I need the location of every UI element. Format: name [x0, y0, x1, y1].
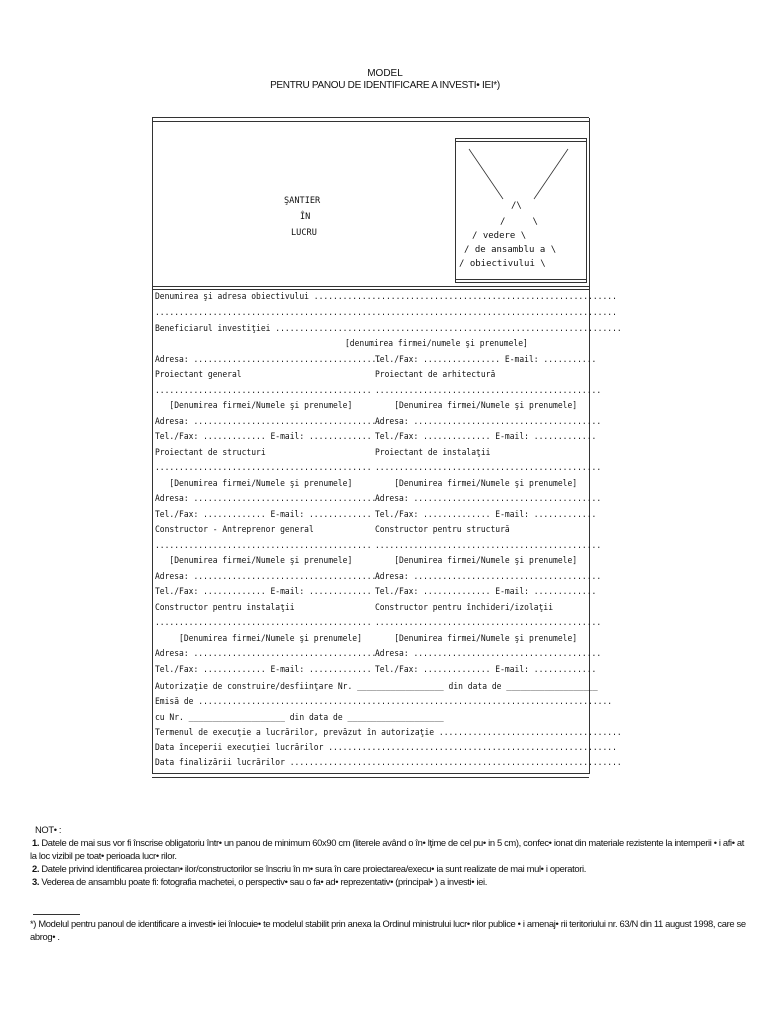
- panel-bottom-border: [152, 773, 589, 778]
- right-col-line: Adresa: .......................................: [375, 572, 602, 582]
- right-col-line: Adresa: .......................................: [375, 417, 602, 427]
- start-date-row: Data începerii execuţiei lucrărilor ............................................................: [155, 743, 617, 753]
- right-col-line: Tel./Fax: ................ E-mail: ...........: [375, 355, 597, 365]
- authorization-row: Autorizaţie de construire/desfiinţare Nr. __________________ din data de ___________________: [155, 682, 598, 692]
- diag-right: [534, 149, 568, 199]
- note-2-text: Datele privind identificarea proiectan• ilor/constructorilor se înscriu în m• sura în care proiectarea/execu• ia sunt realizate de mai mul• i operatori.: [39, 863, 586, 874]
- right-col-line: Tel./Fax: .............. E-mail: .............: [375, 587, 597, 597]
- right-col-line: ...............................................: [375, 541, 602, 551]
- santier-label: ŞANTIER: [284, 196, 321, 206]
- right-col-line: ...............................................: [375, 618, 602, 628]
- left-col-line: Proiectant de structuri: [155, 448, 266, 458]
- right-col-line: Adresa: .......................................: [375, 494, 602, 504]
- beneficiary-firm-hint: [denumirea firmei/numele şi prenumele]: [345, 339, 528, 349]
- left-col-line: .............................................: [155, 386, 372, 396]
- right-col-line: Proiectant de arhitectură: [375, 370, 496, 380]
- right-col-line: [Denumirea firmei/Numele şi prenumele]: [375, 479, 578, 489]
- right-col-line: ...............................................: [375, 463, 602, 473]
- left-col-line: [Denumirea firmei/Numele şi prenumele]: [155, 401, 353, 411]
- left-col-line: Proiectant general: [155, 370, 242, 380]
- note-1-text: Datele de mai sus vor fi înscrise obligatoriu într• un panou de minimum 60x90 cm (literele având o în• lţime de cel pu• in 5 cm), confec• ionat din materiale rezistente la intemperii • i afi• at la loc vizibil pe toat• perioada lucr• rilor.: [30, 837, 745, 861]
- page-subtitle: [0, 80, 770, 92]
- right-col-line: Tel./Fax: .............. E-mail: .............: [375, 665, 597, 675]
- execution-term-row: Termenul de execuţie a lucrărilor, prevăzut în autorizaţie ......................................: [155, 728, 622, 738]
- footnote-rule: [33, 914, 80, 915]
- panel-divider: [152, 286, 589, 290]
- left-col-line: Constructor - Antreprenor general: [155, 525, 314, 535]
- overview-image-box: [455, 138, 587, 283]
- lucru-label: LUCRU: [291, 228, 317, 238]
- note-2-number: 2.: [32, 863, 40, 874]
- page-title: MODEL: [367, 68, 403, 79]
- beneficiary-row: Beneficiarul investiţiei ........................................................................: [155, 324, 622, 334]
- object-name-row: Denumirea şi adresa obiectivului ...............................................................: [155, 292, 617, 302]
- view-line-2: / de ansamblu a \: [464, 245, 557, 255]
- note-3: [30, 875, 750, 888]
- note-3-number: 3.: [32, 876, 40, 887]
- left-col-line: Tel./Fax: ............. E-mail: .............: [155, 587, 372, 597]
- object-dots-row: ................................................................................................: [155, 308, 617, 318]
- right-col-line: ...............................................: [375, 386, 602, 396]
- right-col-line: Proiectant de instalaţii: [375, 448, 491, 458]
- apex-slash: /\: [511, 201, 522, 211]
- right-col-line: Constructor pentru structură: [375, 525, 510, 535]
- left-col-line: Adresa: .......................................: [155, 572, 382, 582]
- in-label: ÎN: [300, 212, 311, 222]
- note-2: [30, 862, 750, 875]
- left-col-line: Constructor pentru instalaţii: [155, 603, 295, 613]
- right-col-line: [Denumirea firmei/Numele şi prenumele]: [375, 634, 578, 644]
- right-col-line: Tel./Fax: .............. E-mail: .............: [375, 432, 597, 442]
- left-col-line: Tel./Fax: ............. E-mail: .............: [155, 432, 372, 442]
- panel-top-border: [152, 117, 589, 122]
- view-line-1: / vedere \: [472, 231, 527, 241]
- left-col-line: Tel./Fax: ............. E-mail: .............: [155, 665, 372, 675]
- notes-heading: NOT• :: [35, 824, 62, 835]
- page-subtitle-text: PENTRU PANOU DE IDENTIFICARE A INVESTI• IEI*): [270, 80, 500, 91]
- diag-left: [469, 149, 503, 199]
- left-col-line: .............................................: [155, 618, 372, 628]
- left-col-line: [Denumirea firmei/Numele şi prenumele]: [155, 634, 362, 644]
- number-date-row: cu Nr. ____________________ din data de ____________________: [155, 713, 444, 723]
- left-col-line: Adresa: .......................................: [155, 649, 382, 659]
- left-col-line: Tel./Fax: ............. E-mail: .............: [155, 510, 372, 520]
- right-col-line: [Denumirea firmei/Numele şi prenumele]: [375, 556, 578, 566]
- right-col-line: Adresa: .......................................: [375, 649, 602, 659]
- note-1-number: 1.: [32, 837, 40, 848]
- left-col-line: Adresa: .......................................: [155, 417, 382, 427]
- left-col-line: Adresa: .......................................: [155, 494, 382, 504]
- view-line-3: / obiectivului \: [459, 259, 546, 269]
- right-col-line: [Denumirea firmei/Numele şi prenumele]: [375, 401, 578, 411]
- left-col-line: [Denumirea firmei/Numele şi prenumele]: [155, 556, 353, 566]
- note-1: [30, 836, 750, 862]
- notes-section: [30, 823, 750, 888]
- right-col-line: Constructor pentru închideri/izolaţii: [375, 603, 554, 613]
- left-col-line: Adresa: .......................................: [155, 355, 382, 365]
- end-date-row: Data finalizării lucrărilor .....................................................................: [155, 758, 622, 768]
- footnote: *) Modelul pentru panoul de identificare a investi• iei înlocuie• te modelul stabilit prin anexa la Ordinul ministrului lucr• rilor publice • i amenaj• rii teritoriului nr. 63/N din 11 august 1998, care se abrog• .: [30, 918, 746, 942]
- left-col-line: [Denumirea firmei/Numele şi prenumele]: [155, 479, 353, 489]
- left-col-line: .............................................: [155, 541, 372, 551]
- left-col-line: .............................................: [155, 463, 372, 473]
- note-3-text: Vederea de ansamblu poate fi: fotografia machetei, o perspectiv• sau o fa• ad• reprezentativ• (principal• ) a investi• iei.: [39, 876, 488, 887]
- issued-by-row: Emisă de ......................................................................................: [155, 697, 613, 707]
- right-col-line: Tel./Fax: .............. E-mail: .............: [375, 510, 597, 520]
- roof-slash: / \: [500, 217, 538, 227]
